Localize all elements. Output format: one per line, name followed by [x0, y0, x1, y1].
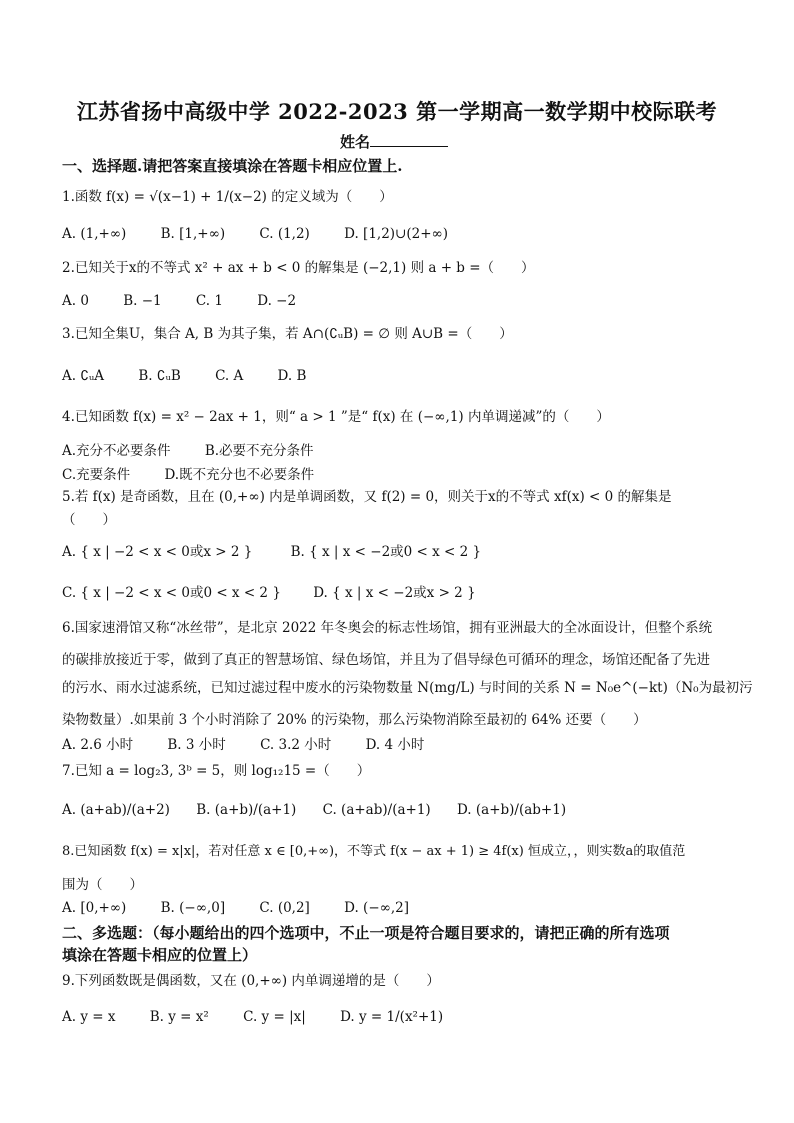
- q1-option-c[interactable]: C. (1,2): [259, 226, 310, 242]
- question-6-line-2: 的碳排放接近于零，做到了真正的智慧场馆、绿色场馆，并且为了倡导绿色可循环的理念，场馆还配备了先进: [62, 652, 710, 668]
- q8-option-c[interactable]: C. (0,2]: [259, 900, 310, 916]
- q6-option-a[interactable]: A. 2.6 小时: [62, 737, 134, 753]
- q4-option-c[interactable]: C.充要条件: [62, 467, 131, 483]
- question-9-stem: 9.下列函数既是偶函数，又在 (0,+∞) 内单调递增的是（ ）: [62, 973, 440, 989]
- q7-option-a[interactable]: A. (a+ab)/(a+2): [62, 802, 170, 818]
- q7-option-c[interactable]: C. (a+ab)/(a+1): [322, 802, 431, 818]
- name-field[interactable]: [340, 131, 448, 152]
- q2-option-c[interactable]: C. 1: [195, 293, 223, 309]
- section-2-heading-line-2: 填涂在答题卡相应的位置上）: [62, 946, 258, 964]
- question-5-stem: 5.若 f(x) 是奇函数，且在 (0,+∞) 内是单调函数，又 f(2) = 0，则关于x的不等式 xf(x) < 0 的解集是: [62, 489, 672, 505]
- section-2-heading-line-1: 二、多选题：（每小题给出的四个选项中，不止一项是符合题目要求的，请把正确的所有选项: [62, 924, 670, 942]
- q1-option-b[interactable]: B. [1,+∞): [160, 226, 226, 242]
- question-8-options: [62, 899, 439, 917]
- question-2-stem: 2.已知关于x的不等式 x² + ax + b < 0 的解集是 (−2,1) 则 a + b =（ ）: [62, 260, 535, 276]
- section-1-heading: 一、选择题.请把答案直接填涂在答题卡相应位置上.: [62, 157, 403, 175]
- q3-option-c[interactable]: C. A: [215, 368, 244, 384]
- q3-option-b[interactable]: B. ∁ᵤB: [138, 368, 181, 384]
- q4-option-b[interactable]: B.必要不充分条件: [204, 443, 314, 459]
- q4-option-d[interactable]: D.既不充分也不必要条件: [164, 467, 315, 483]
- question-9-options: [62, 1008, 473, 1026]
- q8-option-a[interactable]: A. [0,+∞): [62, 900, 127, 916]
- q5-option-d[interactable]: D. { x | x < −2或x > 2 }: [313, 585, 476, 601]
- question-6-line-3: 的污水、雨水过滤系统，已知过滤过程中废水的污染物数量 N(mg/L) 与时间的关系 N = N₀e^(−kt)（N₀为最初污: [62, 680, 753, 696]
- q7-option-b[interactable]: B. (a+b)/(a+1): [196, 802, 297, 818]
- question-2-options: [62, 292, 326, 310]
- question-8-line-2: 围为（ ）: [62, 877, 143, 893]
- exam-title: 江苏省扬中高级中学 2022-2023 第一学期高一数学期中校际联考: [76, 99, 718, 124]
- name-label: 姓名: [340, 133, 371, 151]
- question-3-stem: 3.已知全集U，集合 A, B 为其子集，若 A∩(∁ᵤB) = ∅ 则 A∪B =（ ）: [62, 326, 513, 342]
- q3-option-a[interactable]: A. ∁ᵤA: [62, 368, 105, 384]
- question-3-options: [62, 367, 336, 385]
- q6-option-d[interactable]: D. 4 小时: [365, 737, 425, 753]
- question-4-options-row1: [62, 442, 344, 460]
- q9-option-c[interactable]: C. y = |x|: [243, 1009, 306, 1025]
- q3-option-d[interactable]: D. B: [277, 368, 307, 384]
- q5-option-a[interactable]: A. { x | −2 < x < 0或x > 2 }: [62, 544, 253, 560]
- question-7-stem: 7.已知 a = log₂3, 3ᵇ = 5，则 log₁₂15 =（ ）: [62, 763, 371, 779]
- q4-option-a[interactable]: A.充分不必要条件: [62, 443, 171, 459]
- q5-option-c[interactable]: C. { x | −2 < x < 0或0 < x < 2 }: [62, 585, 281, 601]
- question-4-stem: 4.已知函数 f(x) = x² − 2ax + 1，则“ a > 1 ”是“ f(x) 在 (−∞,1) 内单调递减”的（ ）: [62, 409, 610, 425]
- question-4-options-row2: [62, 466, 344, 484]
- q5-option-b[interactable]: B. { x | x < −2或0 < x < 2 }: [290, 544, 482, 560]
- question-7-options: [62, 801, 596, 819]
- question-5-stem-paren: （ ）: [62, 512, 116, 528]
- q8-option-b[interactable]: B. (−∞,0]: [160, 900, 226, 916]
- name-blank[interactable]: [370, 132, 448, 147]
- question-5-options-row1: [62, 543, 511, 561]
- question-5-options-row2: [62, 584, 506, 602]
- question-6-line-4: 染物数量）.如果前 3 个小时消除了 20% 的污染物，那么污染物消除至最初的 64% 还要（ ）: [62, 712, 647, 728]
- q1-option-a[interactable]: A. (1,+∞): [62, 226, 127, 242]
- q1-option-d[interactable]: D. [1,2)∪(2+∞): [344, 226, 449, 242]
- q2-option-b[interactable]: B. −1: [123, 293, 162, 309]
- q6-option-c[interactable]: C. 3.2 小时: [260, 737, 332, 753]
- q9-option-b[interactable]: B. y = x²: [149, 1009, 209, 1025]
- q9-option-a[interactable]: A. y = x: [62, 1009, 116, 1025]
- q6-option-b[interactable]: B. 3 小时: [167, 737, 226, 753]
- question-8-line-1: 8.已知函数 f(x) = x|x|，若对任意 x ∈ [0,+∞)，不等式 f(x − ax + 1) ≥ 4f(x) 恒成立，，则实数a的取值范: [62, 844, 686, 859]
- q2-option-d[interactable]: D. −2: [257, 293, 297, 309]
- q8-option-d[interactable]: D. (−∞,2]: [344, 900, 410, 916]
- q9-option-d[interactable]: D. y = 1/(x²+1): [340, 1009, 444, 1025]
- question-6-options: [62, 736, 454, 754]
- q7-option-d[interactable]: D. (a+b)/(ab+1): [456, 802, 567, 818]
- question-1-stem: 1.函数 f(x) = √(x−1) + 1/(x−2) 的定义域为（ ）: [62, 189, 393, 205]
- question-1-options: [62, 225, 478, 243]
- q2-option-a[interactable]: A. 0: [62, 293, 89, 309]
- question-6-line-1: 6.国家速滑馆又称“冰丝带”，是北京 2022 年冬奥会的标志性场馆，拥有亚洲最大的全冰面设计，但整个系统: [62, 620, 713, 636]
